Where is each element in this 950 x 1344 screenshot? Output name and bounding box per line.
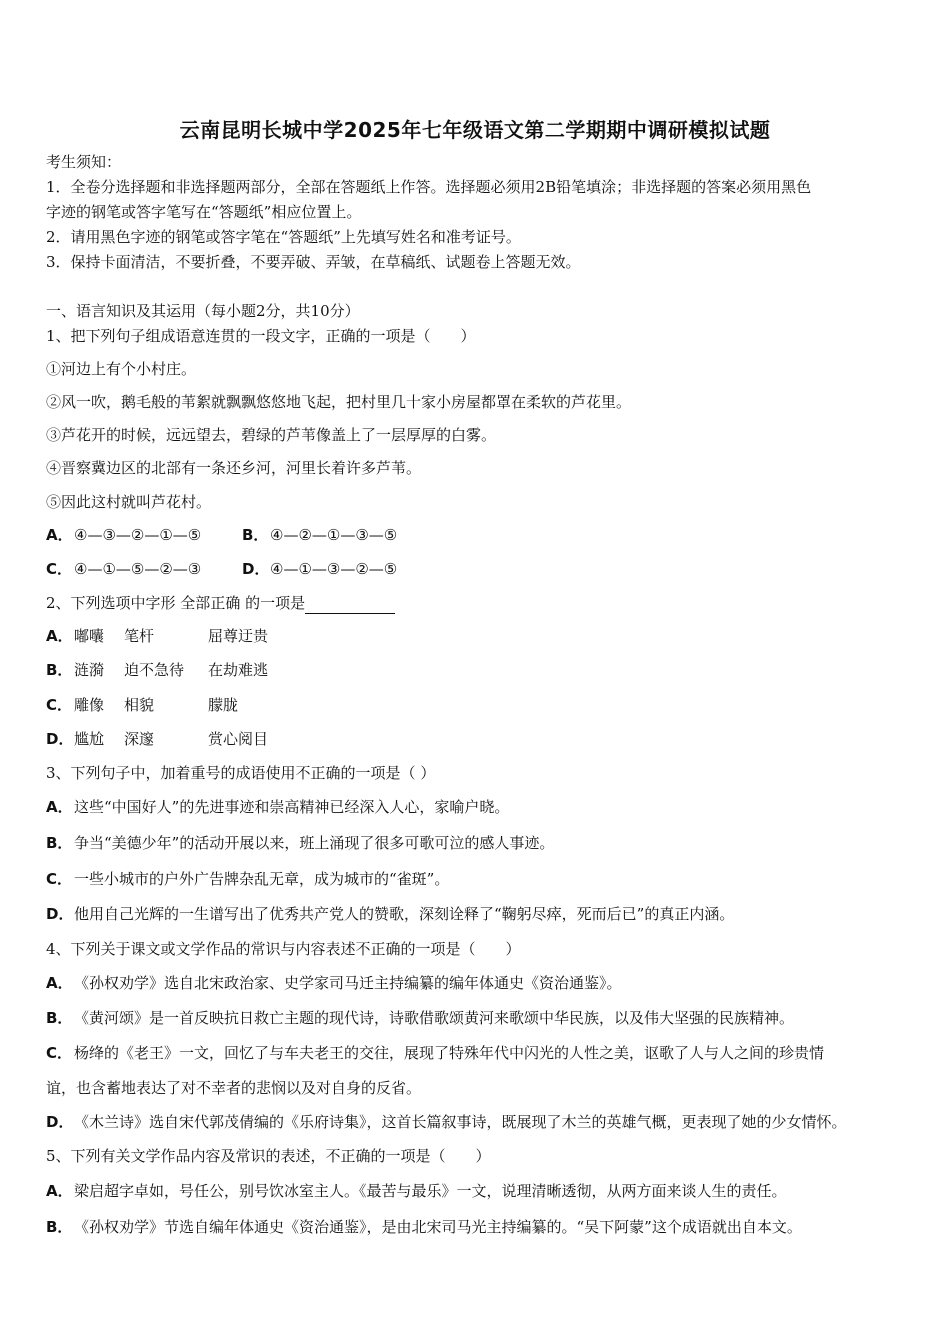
option-row (46, 694, 906, 716)
option-label: C． (46, 870, 73, 888)
option-label: B． (242, 526, 269, 544)
option-row (46, 659, 906, 681)
option-word: 涟漪 (74, 661, 105, 679)
option-label: A． (46, 1182, 73, 1200)
notice-line: 1．全卷分选择题和非选择题两部分，全部在答题纸上作答。选择题必须用2B铅笔填涂；非选择题的答案必须用黑色 (46, 178, 812, 196)
option-text: 《木兰诗》选自宋代郭茂倩编的《乐府诗集》，这首长篇叙事诗，既展现了木兰的英雄气概，更表现了她的少女情怀。 (74, 1113, 847, 1131)
option-label: D． (242, 560, 270, 578)
option-word: 深邃 (124, 730, 155, 748)
option-word: 嘟囔 (74, 627, 105, 645)
option-text: 《黄河颂》是一首反映抗日救亡主题的现代诗，诗歌借歌颂黄河来歌颂中华民族，以及伟大坚强的民族精神。 (74, 1009, 795, 1027)
question-stem: 1、把下列句子组成语意连贯的一段文字，正确的一项是（ ） (46, 327, 476, 345)
sentence-item: ⑤因此这村就叫芦花村。 (46, 493, 212, 511)
option-label: D． (46, 730, 74, 748)
notice-line: 字迹的钢笔或答字笔写在“答题纸”相应位置上。 (46, 203, 362, 221)
option-row (46, 903, 906, 925)
option-label: A． (46, 798, 73, 816)
option-row (46, 625, 906, 647)
option-label: C． (46, 1044, 73, 1062)
notice-line: 3．保持卡面清洁，不要折叠，不要弄破、弄皱，在草稿纸、试题卷上答题无效。 (46, 253, 581, 271)
option-text: 杨绛的《老王》一文，回忆了与车夫老王的交往，展现了特殊年代中闪光的人性之美，讴歌了人与人之间的珍贵情 (74, 1044, 825, 1062)
option-label: A． (46, 974, 73, 992)
option-word: 尴尬 (74, 730, 105, 748)
option-word: 相貌 (124, 696, 155, 714)
option-label: C． (46, 696, 73, 714)
option-text: 他用自己光辉的一生谱写出了优秀共产党人的赞歌，深刻诠释了“鞠躬尽瘁，死而后已”的真正内涵。 (74, 905, 735, 923)
option-word: 屈尊迂贵 (208, 627, 269, 645)
answer-blank (305, 597, 395, 614)
sentence-item: ②风一吹，鹅毛般的苇絮就飘飘悠悠地飞起，把村里几十家小房屋都罩在柔软的芦花里。 (46, 393, 632, 411)
notice-line: 2．请用黑色字迹的钢笔或答字笔在“答题纸”上先填写姓名和准考证号。 (46, 228, 521, 246)
page-title: 云南昆明长城中学2025年七年级语文第二学期期中调研模拟试题 (179, 118, 771, 142)
question-stem-text: 2、下列选项中字形 全部正确 的一项是 (46, 594, 306, 612)
question-stem: 3、下列句子中，加着重号的成语使用不正确的一项是（ ） (46, 764, 436, 782)
option-row (46, 524, 906, 546)
option-row-continued (46, 1077, 906, 1099)
question-stem: 4、下列关于课文或文学作品的常识与内容表述不正确的一项是（ ） (46, 940, 521, 958)
option-row (46, 972, 906, 994)
option-text: 争当“美德少年”的活动开展以来，班上涌现了很多可歌可泣的感人事迹。 (74, 834, 555, 852)
question-stem: 5、下列有关文学作品内容及常识的表述，不正确的一项是（ ） (46, 1147, 491, 1165)
option-text: 《孙权劝学》节选自编年体通史《资治通鉴》，是由北宋司马光主持编纂的。“吴下阿蒙”这个成语就出自本文。 (74, 1218, 802, 1236)
option-text: ④—①—③—②—⑤ (270, 560, 398, 578)
option-label: A． (46, 627, 73, 645)
option-row (46, 558, 906, 580)
option-row (46, 728, 906, 750)
option-label: B． (46, 1009, 73, 1027)
option-word: 笔杆 (124, 627, 155, 645)
option-label: C． (46, 560, 73, 578)
option-row (46, 796, 906, 818)
option-word: 赏心阅目 (208, 730, 269, 748)
option-row (46, 1007, 906, 1029)
question-stem (46, 592, 395, 614)
option-label: D． (46, 1113, 74, 1131)
option-label: D． (46, 905, 74, 923)
option-row (46, 1180, 906, 1202)
option-text: 谊，也含蓄地表达了对不幸者的悲悯以及对自身的反省。 (46, 1079, 422, 1097)
option-row (46, 1042, 906, 1064)
option-text: 这些“中国好人”的先进事迹和崇高精神已经深入人心，家喻户晓。 (74, 798, 510, 816)
option-word: 在劫难逃 (208, 661, 269, 679)
option-word: 朦胧 (208, 696, 239, 714)
option-row (46, 868, 906, 890)
option-word: 雕像 (74, 696, 105, 714)
option-label: B． (46, 834, 73, 852)
option-row (46, 1111, 906, 1133)
sentence-item: ③芦花开的时候，远远望去，碧绿的芦苇像盖上了一层厚厚的白雾。 (46, 426, 497, 444)
option-text: 一些小城市的户外广告牌杂乱无章，成为城市的“雀斑”。 (74, 870, 450, 888)
section-heading: 一、语言知识及其运用（每小题2分，共10分） (46, 302, 360, 320)
option-label: A． (46, 526, 73, 544)
option-label: B． (46, 661, 73, 679)
sentence-item: ④晋察冀边区的北部有一条还乡河，河里长着许多芦苇。 (46, 459, 422, 477)
option-label: B． (46, 1218, 73, 1236)
option-text: ④—②—①—③—⑤ (270, 526, 398, 544)
option-text: 梁启超字卓如，号任公，别号饮冰室主人。《最苦与最乐》一文，说理清晰透彻，从两方面来谈人生的责任。 (74, 1182, 787, 1200)
sentence-item: ①河边上有个小村庄。 (46, 360, 197, 378)
notice-heading: 考生须知： (46, 153, 122, 171)
option-row (46, 832, 906, 854)
option-text: ④—①—⑤—②—③ (74, 560, 202, 578)
option-text: 《孙权劝学》选自北宋政治家、史学家司马迁主持编纂的编年体通史《资治通鉴》。 (74, 974, 622, 992)
option-word: 迫不急待 (124, 661, 185, 679)
option-row (46, 1216, 906, 1238)
option-text: ④—③—②—①—⑤ (74, 526, 202, 544)
